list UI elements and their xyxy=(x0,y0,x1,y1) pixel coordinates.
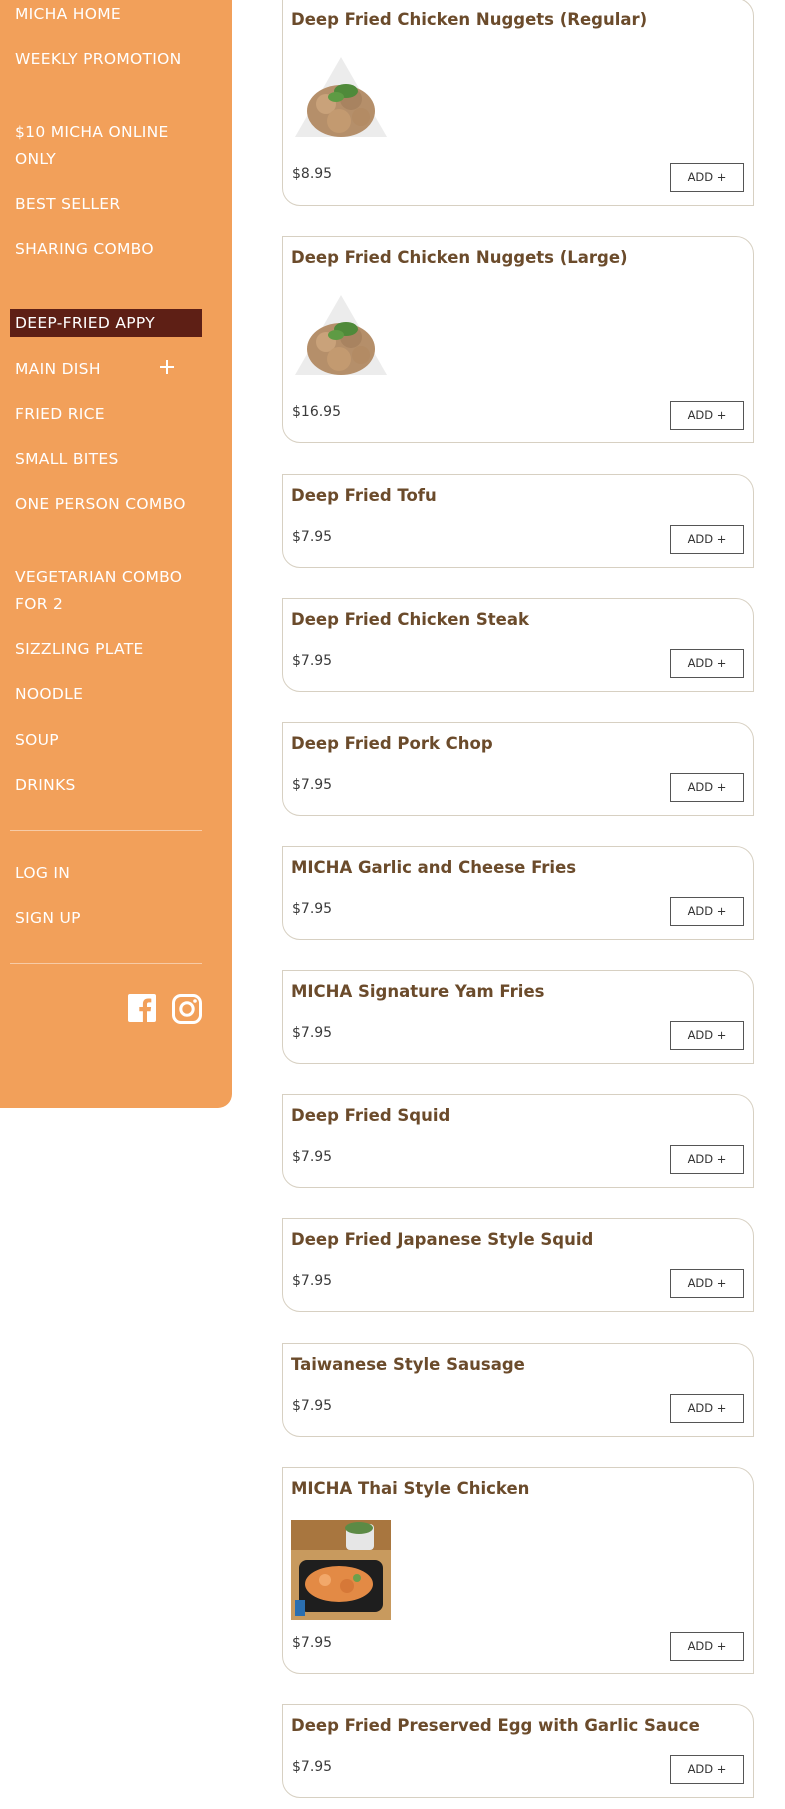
product-card xyxy=(282,846,754,940)
sidebar-item-main-dish[interactable]: MAIN DISH xyxy=(15,360,101,378)
product-price: $7.95 xyxy=(292,653,333,669)
add-to-cart-button[interactable]: ADD + xyxy=(670,1021,744,1050)
sidebar-item-small-bites[interactable]: SMALL BITES xyxy=(15,450,119,468)
add-to-cart-button[interactable]: ADD + xyxy=(670,897,744,926)
sidebar-item-soup[interactable]: SOUP xyxy=(15,731,59,749)
sidebar-item-micha-home[interactable]: MICHA HOME xyxy=(15,5,121,23)
add-to-cart-button[interactable]: ADD + xyxy=(670,525,744,554)
product-price: $7.95 xyxy=(292,1759,333,1775)
sidebar-divider xyxy=(10,963,202,964)
product-card xyxy=(282,1704,754,1798)
sidebar-item-noodle[interactable]: NOODLE xyxy=(15,685,84,703)
product-price: $7.95 xyxy=(292,529,333,545)
product-price: $16.95 xyxy=(292,404,341,420)
product-name: Deep Fried Tofu xyxy=(291,486,437,505)
sidebar-divider xyxy=(10,830,202,831)
product-price: $7.95 xyxy=(292,1025,333,1041)
add-to-cart-button[interactable]: ADD + xyxy=(670,773,744,802)
product-card xyxy=(282,236,754,443)
product-name: MICHA Thai Style Chicken xyxy=(291,1479,530,1498)
sidebar-item-one-person-combo[interactable]: ONE PERSON COMBO xyxy=(15,495,186,513)
product-price: $7.95 xyxy=(292,1398,333,1414)
product-price: $7.95 xyxy=(292,1273,333,1289)
product-card xyxy=(282,722,754,816)
add-to-cart-button[interactable]: ADD + xyxy=(670,1632,744,1661)
sidebar-item-deep-fried-appy[interactable]: DEEP-FRIED APPY xyxy=(10,309,202,337)
product-price: $7.95 xyxy=(292,901,333,917)
add-to-cart-button[interactable]: ADD + xyxy=(670,1269,744,1298)
sidebar-item-fried-rice[interactable]: FRIED RICE xyxy=(15,405,105,423)
product-name: MICHA Signature Yam Fries xyxy=(291,982,545,1001)
product-name: Deep Fried Japanese Style Squid xyxy=(291,1230,594,1249)
expand-plus-icon[interactable] xyxy=(160,360,174,374)
product-price: $8.95 xyxy=(292,166,333,182)
sidebar-item-weekly-promotion[interactable]: WEEKLY PROMOTION xyxy=(15,50,182,68)
sidebar xyxy=(0,0,232,1108)
instagram-icon[interactable] xyxy=(172,994,202,1024)
product-card xyxy=(282,1343,754,1437)
product-card xyxy=(282,1094,754,1188)
product-name: MICHA Garlic and Cheese Fries xyxy=(291,858,577,877)
product-price: $7.95 xyxy=(292,1149,333,1165)
product-price: $7.95 xyxy=(292,1635,333,1651)
product-card xyxy=(282,970,754,1064)
add-to-cart-button[interactable]: ADD + xyxy=(670,649,744,678)
chicken-nuggets-photo xyxy=(291,49,391,149)
sidebar-item-sizzling-plate[interactable]: SIZZLING PLATE xyxy=(15,640,144,658)
product-card xyxy=(282,1218,754,1312)
product-name: Deep Fried Chicken Nuggets (Large) xyxy=(291,248,628,267)
sidebar-item-vegetarian-combo[interactable]: VEGETARIAN COMBO FOR 2 xyxy=(15,568,183,613)
product-price: $7.95 xyxy=(292,777,333,793)
product-name: Taiwanese Style Sausage xyxy=(291,1355,525,1374)
product-card xyxy=(282,474,754,568)
product-name: Deep Fried Squid xyxy=(291,1106,451,1125)
add-to-cart-button[interactable]: ADD + xyxy=(670,163,744,192)
sidebar-item-log-in[interactable]: LOG IN xyxy=(15,864,71,882)
add-to-cart-button[interactable]: ADD + xyxy=(670,1145,744,1174)
product-card xyxy=(282,1467,754,1674)
product-name: Deep Fried Chicken Steak xyxy=(291,610,529,629)
product-name: Deep Fried Pork Chop xyxy=(291,734,493,753)
add-to-cart-button[interactable]: ADD + xyxy=(670,1755,744,1784)
sidebar-item-sign-up[interactable]: SIGN UP xyxy=(15,909,81,927)
sidebar-item-best-seller[interactable]: BEST SELLER xyxy=(15,195,121,213)
sidebar-item-drinks[interactable]: DRINKS xyxy=(15,776,76,794)
facebook-icon[interactable] xyxy=(128,994,156,1022)
product-name: Deep Fried Preserved Egg with Garlic Sauce xyxy=(291,1716,700,1735)
add-to-cart-button[interactable]: ADD + xyxy=(670,1394,744,1423)
product-name: Deep Fried Chicken Nuggets (Regular) xyxy=(291,10,648,29)
sidebar-item-online-only[interactable]: $10 MICHA ONLINE ONLY xyxy=(15,123,169,168)
sidebar-item-sharing-combo[interactable]: SHARING COMBO xyxy=(15,240,154,258)
product-card xyxy=(282,598,754,692)
product-card xyxy=(282,0,754,206)
chicken-nuggets-photo xyxy=(291,287,391,387)
add-to-cart-button[interactable]: ADD + xyxy=(670,401,744,430)
thai-chicken-photo xyxy=(291,1520,391,1620)
